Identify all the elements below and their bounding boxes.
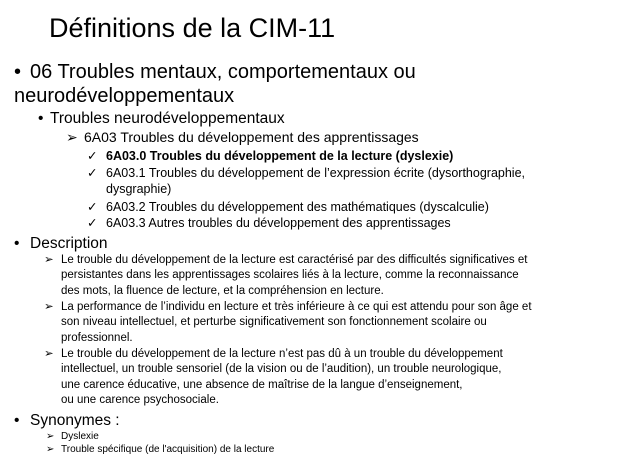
- subcategory-item: 6A03.2 Troubles du développement des mathématiques (dyscalculie): [106, 200, 489, 214]
- description-line: professionnel.: [61, 331, 133, 344]
- check-icon: ✓: [87, 166, 98, 180]
- chapter-line-2: neurodéveloppementaux: [14, 85, 235, 107]
- synonyms-heading: Synonymes :: [30, 412, 120, 429]
- description-line: ou une carence psychosociale.: [61, 393, 219, 406]
- subcategory-item: 6A03.0 Troubles du développement de la lecture (dyslexie): [106, 149, 454, 163]
- description-line: une carence éducative, une absence de maîtrise de la langue d’enseignement,: [61, 378, 463, 391]
- check-icon: ✓: [87, 149, 98, 163]
- description-line: intellectuel, un trouble sensoriel (de la vision ou de l’audition), un trouble neurologique,: [61, 363, 502, 376]
- subcategory-item: 6A03.1 Troubles du développement de l’expression écrite (dysorthographie,: [106, 166, 526, 180]
- synonym-item: Trouble spécifique (de l'acquisition) de la lecture: [61, 444, 275, 455]
- category: 6A03 Troubles du développement des apprentissages: [84, 129, 419, 145]
- subcategory-item-continuation: dysgraphie): [106, 182, 172, 196]
- bullet-dot-icon: •: [14, 61, 22, 83]
- arrow-bullet-icon: ➢: [44, 254, 54, 266]
- subchapter: Troubles neurodéveloppementaux: [50, 110, 285, 127]
- chapter-line-1: 06 Troubles mentaux, comportementaux ou: [30, 61, 416, 83]
- description-paragraph: [61, 300, 532, 346]
- check-icon: ✓: [87, 216, 98, 230]
- description-line: persistantes dans les apprentissages scolaires liés à la lecture, comme la reconnaissance: [61, 269, 519, 282]
- bullet-dot-icon: •: [14, 235, 20, 252]
- description-line: Le trouble du développement de la lecture n’est pas dû à un trouble du développement: [61, 348, 503, 360]
- arrow-bullet-icon: ➢: [46, 431, 55, 442]
- description-line: Le trouble du développement de la lecture est caractérisé par des difficultés significatives et: [61, 254, 528, 266]
- arrow-bullet-icon: ➢: [44, 301, 54, 313]
- description-heading: Description: [30, 235, 108, 252]
- check-icon: ✓: [87, 200, 98, 214]
- page-title: Définitions de la CIM-11: [49, 13, 336, 43]
- description-line: La performance de l’individu en lecture et très inférieure à ce qui est attendu pour son âge et: [61, 301, 532, 313]
- bullet-dot-icon: •: [38, 110, 44, 127]
- subcategory-item: 6A03.3 Autres troubles du développement des apprentissages: [106, 216, 451, 230]
- synonym-item: Dyslexie: [61, 431, 99, 442]
- description-line: des mots, la fluence de lecture, et la compréhension en lecture.: [61, 284, 384, 297]
- arrow-bullet-icon: ➢: [66, 129, 78, 145]
- description-paragraph: [61, 347, 503, 408]
- arrow-bullet-icon: ➢: [44, 348, 54, 360]
- bullet-dot-icon: •: [14, 412, 20, 429]
- description-line: son niveau intellectuel, et perturbe significativement son fonctionnement scolaire ou: [61, 316, 487, 329]
- arrow-bullet-icon: ➢: [46, 444, 55, 455]
- description-paragraph: [61, 253, 527, 299]
